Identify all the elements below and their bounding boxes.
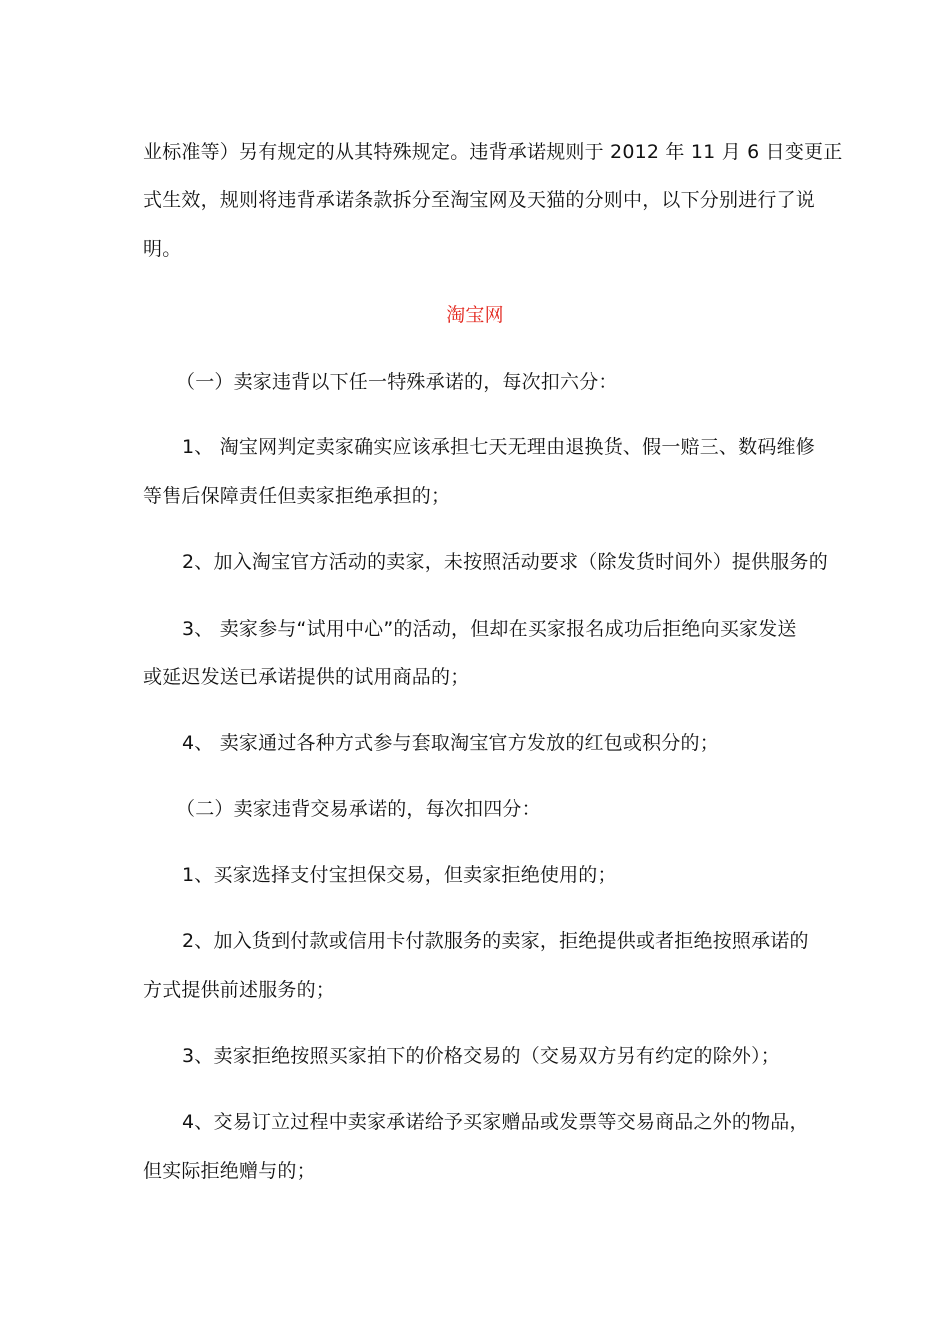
part2-item2-line2: 方式提供前述服务的； bbox=[143, 979, 336, 1001]
part2-item4-line1: 4、交易订立过程中卖家承诺给予买家赠品或发票等交易商品之外的物品， bbox=[182, 1111, 809, 1133]
part1-item1-line1: 1、 淘宝网判定卖家确实应该承担七天无理由退换货、假一赔三、数码维修 bbox=[182, 436, 815, 458]
section-heading-taobao: 淘宝网 bbox=[446, 304, 504, 326]
part1-item3-line2: 或延迟发送已承诺提供的试用商品的； bbox=[143, 666, 470, 688]
part1-title: （一）卖家违背以下任一特殊承诺的，每次扣六分： bbox=[176, 371, 618, 393]
part1-item4-line1: 4、 卖家通过各种方式参与套取淘宝官方发放的红包或积分的； bbox=[182, 732, 719, 754]
part1-item1-line2: 等售后保障责任但卖家拒绝承担的； bbox=[143, 485, 451, 507]
intro-line-2: 式生效，规则将违背承诺条款拆分至淘宝网及天猫的分则中，以下分别进行了说 bbox=[143, 189, 816, 211]
part2-title: （二）卖家违背交易承诺的，每次扣四分： bbox=[176, 798, 541, 820]
part2-item3-line1: 3、卖家拒绝按照买家拍下的价格交易的（交易双方另有约定的除外）； bbox=[182, 1045, 780, 1067]
part2-item1-line1: 1、买家选择支付宝担保交易，但卖家拒绝使用的； bbox=[182, 864, 617, 886]
intro-line-1: 业标准等）另有规定的从其特殊规定。违背承诺规则于 2012 年 11 月 6 日变更正 bbox=[143, 141, 843, 163]
intro-line-3: 明。 bbox=[143, 238, 182, 260]
part1-item2-line1: 2、加入淘宝官方活动的卖家，未按照活动要求（除发货时间外）提供服务的 bbox=[182, 551, 828, 573]
part2-item4-line2: 但实际拒绝赠与的； bbox=[143, 1160, 316, 1182]
part2-item2-line1: 2、加入货到付款或信用卡付款服务的卖家，拒绝提供或者拒绝按照承诺的 bbox=[182, 930, 809, 952]
part1-item3-line1: 3、 卖家参与“试用中心”的活动，但却在买家报名成功后拒绝向买家发送 bbox=[182, 618, 797, 640]
